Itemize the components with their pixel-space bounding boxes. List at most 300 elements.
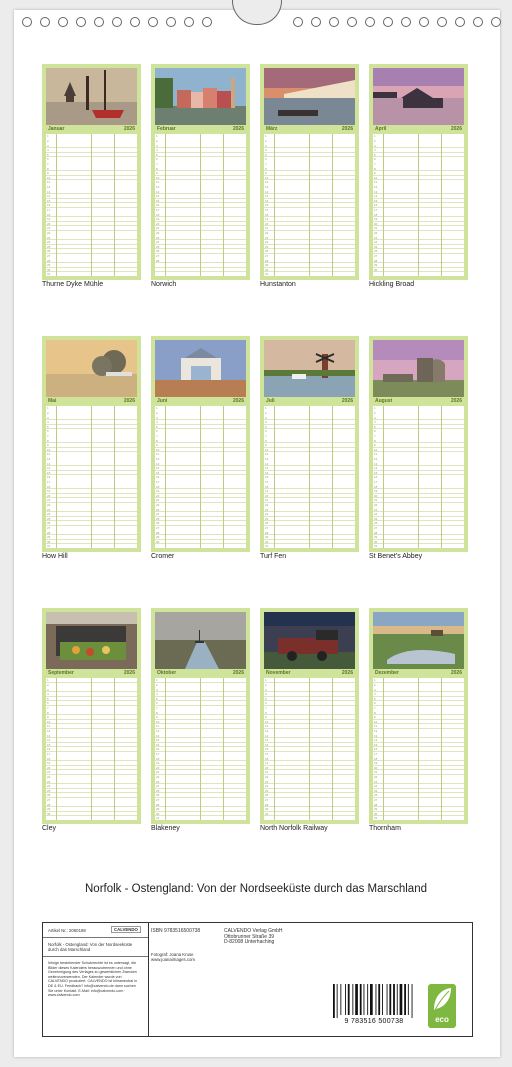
barcode-bar	[333, 984, 335, 1018]
day-number: 9	[265, 443, 267, 448]
day-number: 30	[47, 539, 51, 544]
day-number: 15	[265, 470, 269, 475]
day-number: 3	[156, 415, 158, 420]
month-photo	[264, 612, 355, 669]
day-number: 22	[374, 503, 378, 507]
day-number: 9	[265, 171, 267, 176]
photographer-website: www.joanaimages.com	[151, 957, 195, 962]
day-number: 7	[265, 162, 267, 166]
day-number: 1	[265, 134, 267, 139]
day-number: 7	[265, 706, 267, 710]
binding-ring	[166, 17, 176, 27]
day-number: 21	[156, 226, 160, 231]
day-number: 23	[47, 779, 51, 784]
day-number: 10	[47, 719, 51, 724]
day-number: 6	[265, 701, 267, 706]
day-number: 9	[47, 171, 49, 176]
day-number: 7	[156, 706, 158, 710]
month-header	[264, 398, 355, 405]
day-number: 2	[265, 411, 267, 415]
barcode-bar	[382, 984, 383, 1015]
month-card-januar	[42, 64, 141, 280]
day-number: 25	[265, 788, 269, 793]
day-number: 2	[374, 411, 376, 415]
barcode-bar	[352, 984, 353, 1015]
day-number: 9	[156, 443, 158, 448]
day-number: 16	[265, 203, 269, 208]
month-photo	[155, 68, 246, 125]
month-card-februar	[151, 64, 250, 280]
binding-ring	[491, 17, 501, 27]
day-number: 11	[265, 724, 269, 729]
binding-ring	[437, 17, 447, 27]
day-number: 19	[156, 489, 160, 494]
month-name: Juni	[157, 398, 168, 404]
barcode	[330, 984, 418, 1027]
month-caption: Hunstanton	[260, 281, 296, 288]
day-number: 12	[374, 729, 378, 733]
day-number: 7	[374, 434, 376, 438]
day-number: 21	[265, 498, 269, 503]
day-number: 17	[156, 480, 160, 484]
day-number: 5	[374, 424, 376, 429]
month-header	[155, 670, 246, 677]
day-grid	[264, 406, 355, 548]
day-grid	[155, 678, 246, 820]
day-number: 9	[156, 715, 158, 720]
binding-ring	[58, 17, 68, 27]
day-number: 28	[374, 530, 378, 535]
day-number: 14	[374, 194, 378, 199]
day-number: 22	[265, 231, 269, 235]
day-number: 27	[265, 526, 269, 530]
day-number: 29	[374, 263, 378, 268]
day-number: 14	[265, 738, 269, 743]
day-number: 6	[156, 157, 158, 162]
day-number: 16	[47, 203, 51, 208]
day-number: 24	[156, 512, 160, 517]
day-number: 21	[265, 226, 269, 231]
day-number: 2	[265, 139, 267, 143]
day-number: 30	[47, 267, 51, 272]
day-number: 17	[265, 480, 269, 484]
month-header	[46, 126, 137, 133]
day-number: 15	[374, 470, 378, 475]
day-number: 1	[156, 134, 158, 139]
day-number: 15	[265, 742, 269, 747]
day-number: 11	[47, 180, 51, 185]
day-number: 3	[265, 687, 267, 692]
day-number: 16	[47, 475, 51, 480]
barcode-bar	[389, 984, 391, 1015]
day-number: 3	[47, 687, 49, 692]
day-number: 29	[265, 807, 269, 812]
month-year: 2026	[232, 398, 244, 404]
day-number: 24	[265, 240, 269, 245]
day-number: 18	[47, 484, 51, 489]
day-number: 5	[156, 424, 158, 429]
day-number: 2	[156, 139, 158, 143]
day-number: 24	[374, 240, 378, 245]
month-photo	[46, 68, 137, 125]
day-number: 30	[265, 811, 269, 816]
day-number: 2	[47, 683, 49, 687]
day-number: 22	[47, 503, 51, 507]
day-number: 17	[374, 752, 378, 756]
day-number: 4	[374, 148, 376, 153]
binding-ring	[148, 17, 158, 27]
day-number: 8	[265, 166, 267, 171]
month-header	[46, 670, 137, 677]
day-number: 20	[374, 765, 378, 770]
day-number: 1	[47, 678, 49, 683]
binding-ring	[112, 17, 122, 27]
binding-ring	[130, 17, 140, 27]
month-name: Mai	[48, 398, 57, 404]
day-number: 4	[265, 148, 267, 153]
month-name: April	[375, 126, 387, 132]
day-number: 17	[47, 480, 51, 484]
day-number: 7	[47, 162, 49, 166]
day-number: 6	[156, 429, 158, 434]
barcode-bar	[404, 984, 406, 1015]
day-number: 8	[374, 166, 376, 171]
month-caption: Turf Fen	[260, 553, 287, 560]
day-number: 13	[374, 733, 378, 738]
day-number: 19	[47, 489, 51, 494]
day-number: 5	[265, 696, 267, 701]
day-number: 10	[156, 175, 160, 180]
day-number: 22	[265, 503, 269, 507]
day-number: 18	[374, 484, 378, 489]
day-number: 28	[47, 530, 51, 535]
day-number: 10	[374, 719, 378, 724]
day-number: 21	[374, 226, 378, 231]
day-number: 28	[265, 258, 269, 263]
day-number: 1	[374, 678, 376, 683]
day-number: 7	[47, 706, 49, 710]
day-number: 27	[265, 798, 269, 802]
day-number: 20	[265, 765, 269, 770]
day-number: 20	[265, 493, 269, 498]
day-number: 14	[47, 466, 51, 471]
day-number: 30	[374, 539, 378, 544]
day-number: 2	[156, 683, 158, 687]
day-number: 17	[156, 752, 160, 756]
day-number: 29	[156, 535, 160, 540]
barcode-bar	[378, 984, 380, 1015]
day-number: 24	[156, 240, 160, 245]
day-number: 4	[374, 692, 376, 697]
day-number: 23	[374, 779, 378, 784]
day-number: 3	[47, 415, 49, 420]
day-number: 14	[265, 194, 269, 199]
day-number: 21	[265, 770, 269, 775]
day-number: 14	[374, 466, 378, 471]
day-number: 5	[47, 696, 49, 701]
day-number: 25	[265, 244, 269, 249]
day-number: 27	[374, 526, 378, 530]
day-number: 16	[265, 747, 269, 752]
day-number: 3	[265, 143, 267, 148]
month-name: Dezember	[375, 670, 399, 676]
day-number: 4	[47, 148, 49, 153]
day-number: 22	[374, 231, 378, 235]
day-number: 6	[47, 429, 49, 434]
day-number: 10	[265, 447, 269, 452]
day-number: 12	[374, 457, 378, 461]
day-number: 27	[47, 526, 51, 530]
day-number: 17	[265, 752, 269, 756]
article-number: Artikel Nr.: 2060198	[48, 928, 86, 933]
month-name: August	[375, 398, 393, 404]
day-number: 28	[156, 802, 160, 807]
month-card-juli	[260, 336, 359, 552]
day-number: 8	[156, 438, 158, 443]
month-photo	[155, 340, 246, 397]
day-number: 25	[47, 788, 51, 793]
day-grid	[264, 678, 355, 820]
day-number: 19	[156, 217, 160, 222]
day-number: 31	[265, 272, 269, 277]
day-number: 14	[156, 738, 160, 743]
day-number: 22	[156, 775, 160, 779]
day-number: 6	[47, 157, 49, 162]
day-number: 6	[47, 701, 49, 706]
day-number: 23	[265, 235, 269, 240]
day-number: 31	[374, 544, 378, 549]
day-number: 7	[374, 706, 376, 710]
month-card-dezember	[369, 608, 468, 824]
month-card-mai	[42, 336, 141, 552]
day-number: 18	[156, 756, 160, 761]
day-number: 30	[156, 539, 160, 544]
day-number: 15	[156, 742, 160, 747]
day-number: 15	[156, 198, 160, 203]
day-number: 6	[374, 157, 376, 162]
binding-ring	[401, 17, 411, 27]
month-caption: Cromer	[151, 553, 175, 560]
month-caption: Norwich	[151, 281, 177, 288]
barcode-bar	[393, 984, 395, 1015]
day-number: 25	[374, 244, 378, 249]
day-number: 7	[156, 162, 158, 166]
day-number: 28	[156, 258, 160, 263]
eco-logo	[428, 984, 456, 1028]
day-number: 23	[47, 507, 51, 512]
month-card-oktober	[151, 608, 250, 824]
barcode-bar	[337, 984, 338, 1018]
day-number: 22	[265, 775, 269, 779]
month-year: 2026	[232, 670, 244, 676]
month-name: Oktober	[157, 670, 177, 676]
day-number: 11	[47, 724, 51, 729]
month-card-september	[42, 608, 141, 824]
barcode-number: 9 783516 500738	[344, 1018, 404, 1025]
day-number: 26	[265, 249, 269, 254]
month-header	[264, 670, 355, 677]
day-number: 5	[47, 152, 49, 157]
month-year: 2026	[341, 670, 353, 676]
day-number: 20	[374, 493, 378, 498]
day-number: 5	[156, 152, 158, 157]
month-header	[46, 398, 137, 405]
day-number: 14	[265, 466, 269, 471]
month-caption: Cley	[42, 825, 57, 832]
barcode-bar	[355, 984, 358, 1015]
day-number: 8	[156, 710, 158, 715]
day-number: 26	[47, 793, 51, 798]
day-number: 14	[47, 194, 51, 199]
barcode-bar	[367, 984, 368, 1015]
day-number: 1	[265, 406, 267, 411]
month-photo	[373, 612, 464, 669]
day-number: 3	[47, 143, 49, 148]
barcode-bar	[340, 984, 341, 1015]
day-number: 13	[47, 461, 51, 466]
day-number: 23	[374, 507, 378, 512]
month-photo	[373, 68, 464, 125]
day-number: 11	[374, 452, 378, 457]
day-number: 25	[47, 516, 51, 521]
day-number: 31	[47, 272, 51, 277]
day-grid	[373, 134, 464, 276]
day-grid	[46, 678, 137, 820]
day-number: 10	[374, 447, 378, 452]
binding-ring	[419, 17, 429, 27]
barcode-bar	[345, 984, 346, 1015]
day-number: 29	[47, 263, 51, 268]
day-number: 7	[265, 434, 267, 438]
day-number: 4	[265, 692, 267, 697]
day-number: 12	[47, 457, 51, 461]
publisher-city: D-82008 Unterhaching	[224, 939, 275, 945]
day-number: 17	[265, 208, 269, 212]
day-number: 9	[47, 715, 49, 720]
day-number: 26	[47, 521, 51, 526]
binding-ring	[22, 17, 32, 27]
month-name: Juli	[266, 398, 275, 404]
month-header	[155, 398, 246, 405]
day-number: 12	[47, 729, 51, 733]
day-number: 5	[156, 696, 158, 701]
month-header	[373, 126, 464, 133]
day-number: 16	[47, 747, 51, 752]
barcode-bar	[360, 984, 362, 1015]
binding-ring	[40, 17, 50, 27]
day-number: 2	[374, 139, 376, 143]
day-number: 29	[156, 807, 160, 812]
day-number: 18	[265, 756, 269, 761]
day-number: 24	[265, 784, 269, 789]
month-caption: Thornham	[369, 825, 401, 832]
day-number: 31	[156, 816, 160, 821]
day-number: 1	[156, 678, 158, 683]
day-number: 5	[47, 424, 49, 429]
day-number: 6	[265, 157, 267, 162]
day-number: 16	[374, 203, 378, 208]
day-number: 23	[156, 779, 160, 784]
day-number: 19	[265, 489, 269, 494]
day-number: 24	[47, 784, 51, 789]
day-grid	[264, 134, 355, 276]
binding-ring	[76, 17, 86, 27]
day-number: 24	[47, 512, 51, 517]
day-number: 9	[156, 171, 158, 176]
day-number: 11	[156, 180, 160, 185]
day-number: 19	[265, 217, 269, 222]
day-number: 27	[47, 798, 51, 802]
day-number: 18	[156, 212, 160, 217]
day-number: 11	[265, 452, 269, 457]
day-number: 26	[156, 793, 160, 798]
day-number: 11	[156, 452, 160, 457]
day-number: 8	[47, 710, 49, 715]
publisher-name: CALVENDO Verlag GmbH	[224, 928, 283, 934]
month-caption: How Hill	[42, 553, 68, 560]
day-number: 28	[374, 258, 378, 263]
day-number: 14	[156, 466, 160, 471]
day-number: 23	[47, 235, 51, 240]
day-number: 13	[374, 461, 378, 466]
day-number: 20	[265, 221, 269, 226]
day-number: 3	[374, 143, 376, 148]
month-photo	[46, 340, 137, 397]
day-number: 29	[374, 535, 378, 540]
month-year: 2026	[450, 398, 462, 404]
day-number: 2	[47, 139, 49, 143]
day-number: 7	[156, 434, 158, 438]
month-card-august	[369, 336, 468, 552]
day-grid	[46, 134, 137, 276]
day-number: 14	[156, 194, 160, 199]
day-number: 13	[265, 733, 269, 738]
month-header	[373, 670, 464, 677]
day-number: 20	[374, 221, 378, 226]
day-number: 12	[374, 185, 378, 189]
day-number: 1	[47, 134, 49, 139]
day-number: 20	[156, 221, 160, 226]
day-number: 21	[374, 498, 378, 503]
day-number: 1	[374, 134, 376, 139]
day-number: 6	[374, 701, 376, 706]
day-number: 4	[265, 420, 267, 425]
day-number: 3	[374, 415, 376, 420]
day-number: 15	[47, 198, 51, 203]
month-caption: Blakeney	[151, 825, 180, 832]
day-number: 15	[265, 198, 269, 203]
day-number: 22	[47, 775, 51, 779]
day-number: 28	[265, 530, 269, 535]
day-number: 4	[156, 420, 158, 425]
day-number: 24	[265, 512, 269, 517]
day-number: 16	[374, 747, 378, 752]
month-caption: North Norfolk Railway	[260, 825, 328, 832]
month-caption: St Benet's Abbey	[369, 553, 423, 560]
day-number: 18	[265, 484, 269, 489]
day-number: 31	[374, 816, 378, 821]
day-number: 3	[156, 687, 158, 692]
day-number: 17	[374, 208, 378, 212]
day-number: 18	[265, 212, 269, 217]
day-number: 14	[374, 738, 378, 743]
day-number: 20	[47, 765, 51, 770]
day-number: 26	[47, 249, 51, 254]
day-number: 13	[374, 189, 378, 194]
day-number: 1	[265, 678, 267, 683]
month-photo	[155, 612, 246, 669]
day-number: 19	[156, 761, 160, 766]
